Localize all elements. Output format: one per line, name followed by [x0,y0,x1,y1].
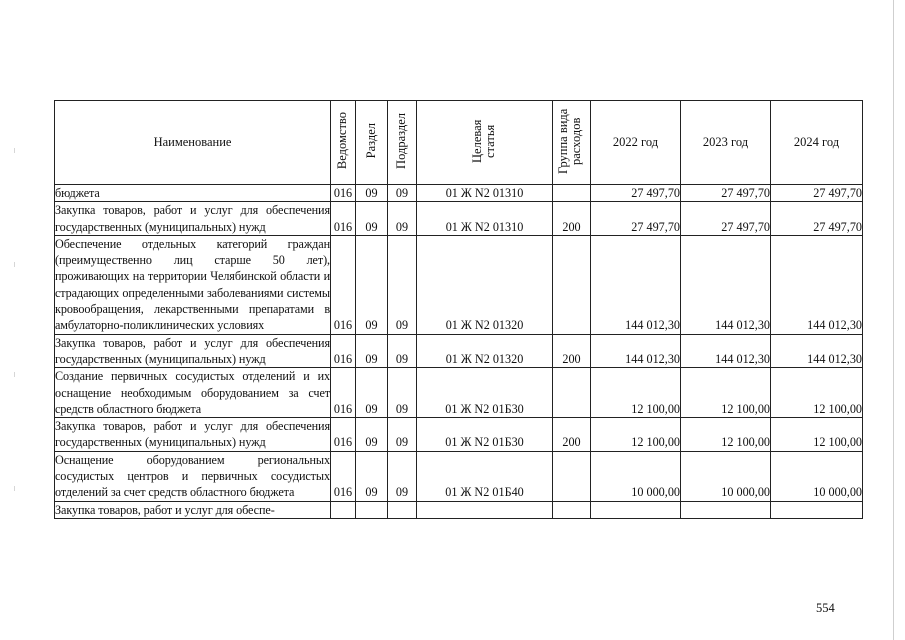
row-section: 09 [356,235,388,334]
row-dept: 016 [331,451,356,501]
row-subsection: 09 [388,334,417,368]
row-2024: 27 497,70 [771,185,863,202]
row-subsection [388,501,417,518]
row-2024 [771,501,863,518]
row-2022: 10 000,00 [591,451,681,501]
row-group [553,501,591,518]
scan-artifact [14,372,15,377]
table-row [55,334,863,368]
row-subsection: 09 [388,451,417,501]
row-name: Закупка товаров, работ и услуг для обеспе- [55,501,331,518]
row-name: Закупка товаров, работ и услуг для обеспечения государственных (муниципальных) нужд [55,419,330,450]
row-2023: 27 497,70 [681,185,771,202]
row-2024: 27 497,70 [771,202,863,236]
row-name: Закупка товаров, работ и услуг для обеспечения государственных (муниципальных) нужд [55,335,330,366]
row-target: 01 Ж N2 01320 [417,334,553,368]
budget-table [54,100,863,519]
row-dept: 016 [331,185,356,202]
row-target: 01 Ж N2 01320 [417,235,553,334]
row-2024: 12 100,00 [771,418,863,452]
row-2022: 12 100,00 [591,418,681,452]
row-2023: 12 100,00 [681,418,771,452]
row-name: Обеспечение отдельных категорий граждан (преимущественно лиц старше 50 лет), проживающих на территории Челябинской области и страдающих определенными заболеваниями системы кровообращения, лекарственными препаратами в амбулаторно-поликлинических условиях [55,236,330,333]
row-group: 200 [553,334,591,368]
table-row [55,202,863,236]
row-target: 01 Ж N2 01310 [417,185,553,202]
row-2023 [681,501,771,518]
row-2024: 144 012,30 [771,235,863,334]
row-2023: 27 497,70 [681,202,771,236]
row-subsection: 09 [388,185,417,202]
row-2022 [591,501,681,518]
row-2023: 144 012,30 [681,235,771,334]
row-2022: 144 012,30 [591,334,681,368]
header-dept: Ведомство [331,101,356,185]
header-target: Целевая статья [417,101,553,185]
row-section: 09 [356,368,388,418]
header-2024: 2024 год [771,101,863,185]
scan-artifact [14,148,15,153]
row-name: Оснащение оборудованием региональных сосудистых центров и первичных сосудистых отделений за счет средств областного бюджета [55,452,330,500]
table-row [55,368,863,418]
row-section: 09 [356,451,388,501]
row-2023: 12 100,00 [681,368,771,418]
row-section: 09 [356,418,388,452]
row-2023: 144 012,30 [681,334,771,368]
row-dept: 016 [331,418,356,452]
table-row [55,235,863,334]
row-target [417,501,553,518]
row-2022: 27 497,70 [591,185,681,202]
header-2022: 2022 год [591,101,681,185]
row-name: Закупка товаров, работ и услуг для обеспечения государственных (муниципальных) нужд [55,203,330,234]
row-section [356,501,388,518]
row-name: бюджета [55,185,331,202]
table-row [55,501,863,518]
scan-artifact [14,262,15,267]
scan-edge-line [893,0,894,640]
header-group: Группа вида расходов [553,101,591,185]
table-row [55,451,863,501]
header-2023: 2023 год [681,101,771,185]
row-2023: 10 000,00 [681,451,771,501]
row-dept [331,501,356,518]
row-subsection: 09 [388,202,417,236]
row-subsection: 09 [388,235,417,334]
row-dept: 016 [331,235,356,334]
table-row [55,418,863,452]
row-target: 01 Ж N2 01310 [417,202,553,236]
row-2024: 12 100,00 [771,368,863,418]
row-dept: 016 [331,202,356,236]
row-target: 01 Ж N2 01Б30 [417,418,553,452]
row-dept: 016 [331,368,356,418]
row-group [553,451,591,501]
row-subsection: 09 [388,418,417,452]
row-dept: 016 [331,334,356,368]
row-subsection: 09 [388,368,417,418]
row-2024: 144 012,30 [771,334,863,368]
row-2024: 10 000,00 [771,451,863,501]
row-2022: 27 497,70 [591,202,681,236]
page-number: 554 [816,601,835,615]
row-target: 01 Ж N2 01Б30 [417,368,553,418]
header-section: Раздел [356,101,388,185]
row-section: 09 [356,185,388,202]
row-2022: 144 012,30 [591,235,681,334]
row-section: 09 [356,202,388,236]
row-group [553,368,591,418]
row-group: 200 [553,202,591,236]
header-subsection: Подраздел [388,101,417,185]
row-group: 200 [553,418,591,452]
row-target: 01 Ж N2 01Б40 [417,451,553,501]
row-group [553,235,591,334]
scan-artifact [14,486,15,491]
row-name: Создание первичных сосудистых отделений и их оснащение необходимым оборудованием за счет средств областного бюджета [55,369,330,416]
table-row [55,185,863,202]
row-2022: 12 100,00 [591,368,681,418]
row-group [553,185,591,202]
header-name: Наименование [55,101,331,185]
row-section: 09 [356,334,388,368]
table-header-row [55,101,863,185]
